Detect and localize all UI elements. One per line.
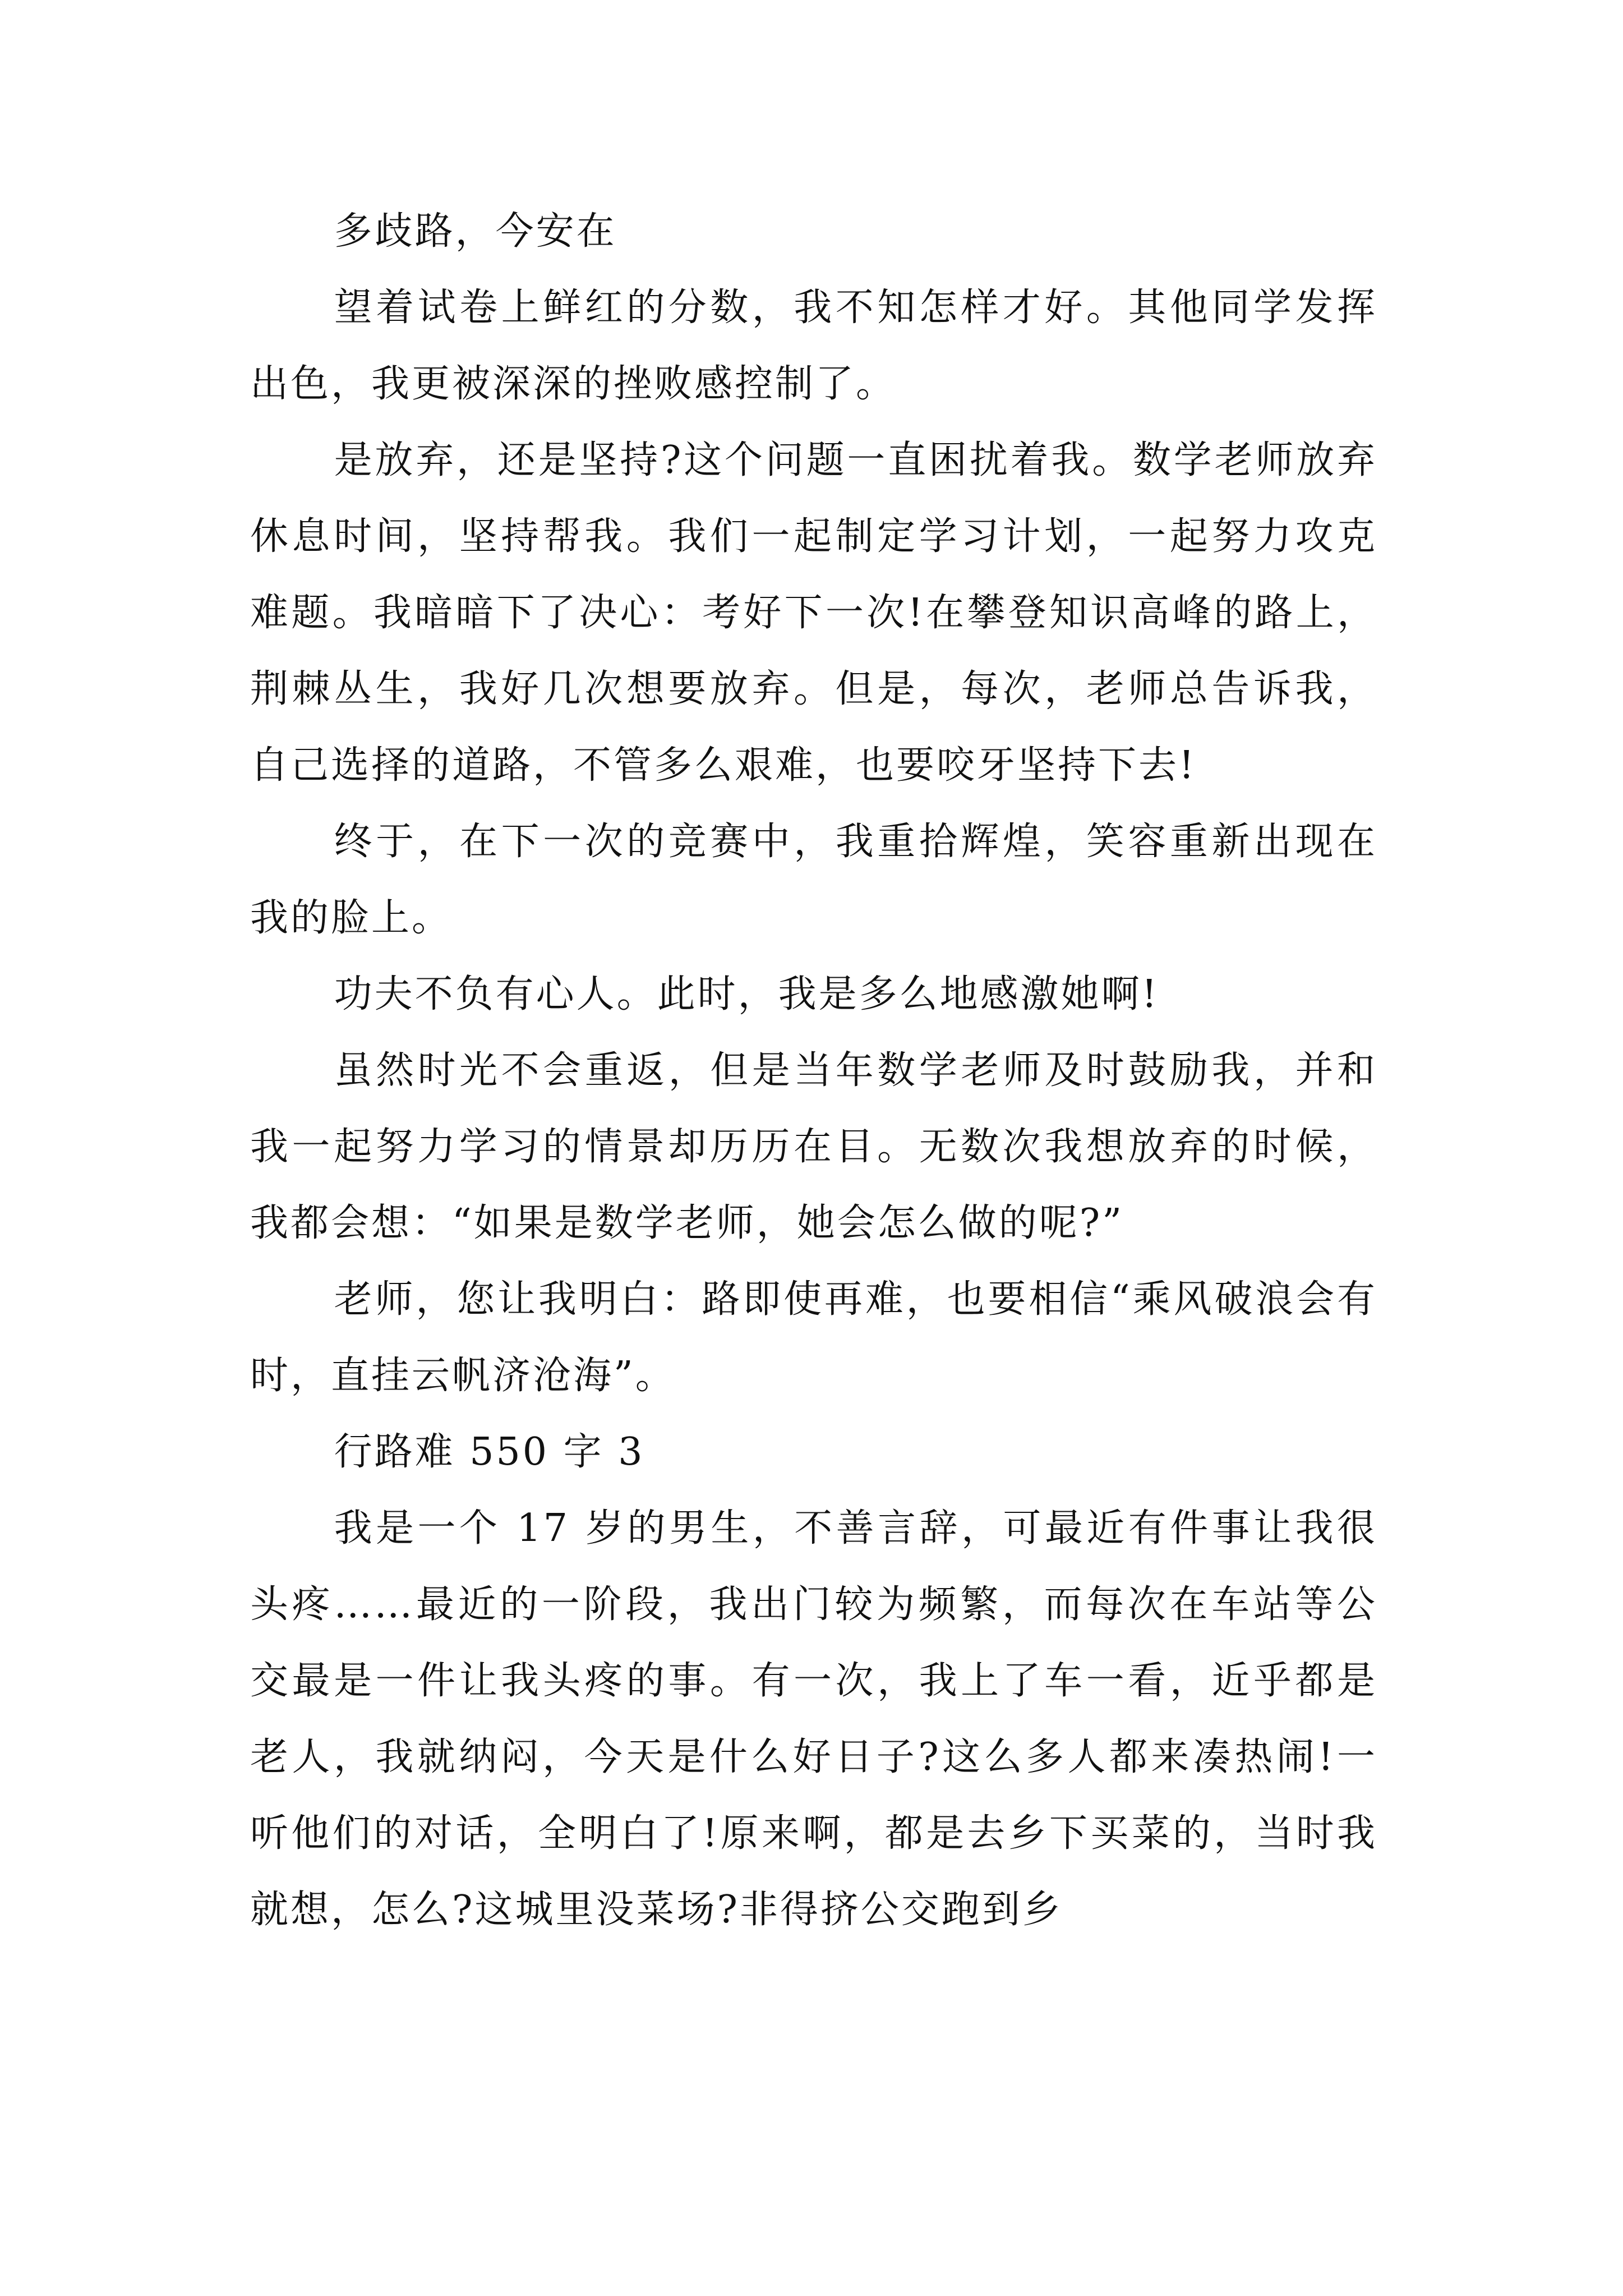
- paragraph: 是放弃，还是坚持?这个问题一直困扰着我。数学老师放弃休息时间，坚持帮我。我们一起制定学习计划，一起努力攻克难题。我暗暗下了决心：考好下一次!在攀登知识高峰的路上，荆棘丛生，我好几次想要放弃。但是，每次，老师总告诉我，自己选择的道路，不管多么艰难，也要咬牙坚持下去!: [250, 438, 1377, 788]
- section-heading: 行路难 550 字 3: [334, 1430, 645, 1474]
- paragraph: 功夫不负有心人。此时，我是多么地感激她啊!: [334, 972, 1159, 1016]
- paragraph: 老师，您让我明白：路即使再难，也要相信“乘风破浪会有时，直挂云帆济沧海”。: [250, 1277, 1377, 1398]
- paragraph: 我是一个 17 岁的男生，不善言辞，可最近有件事让我很头疼……最近的一阶段，我出门较为频繁，而每次在车站等公交最是一件让我头疼的事。有一次，我上了车一看，近乎都是老人，我就纳闷，今天是什么好日子?这么多人都来凑热闹!一听他们的对话，全明白了!原来啊，都是去乡下买菜的，当时我就想，怎么?这城里没菜场?非得挤公交跑到乡: [250, 1506, 1377, 1932]
- paragraph: 终于，在下一次的竞赛中，我重拾辉煌，笑容重新出现在我的脸上。: [250, 820, 1377, 940]
- paragraph: 虽然时光不会重返，但是当年数学老师及时鼓励我，并和我一起努力学习的情景却历历在目。无数次我想放弃的时候，我都会想：“如果是数学老师，她会怎么做的呢?”: [250, 1048, 1377, 1245]
- section-heading: 多歧路，今安在: [334, 209, 617, 254]
- paragraph: 望着试卷上鲜红的分数，我不知怎样才好。其他同学发挥出色，我更被深深的挫败感控制了。: [250, 286, 1377, 406]
- document-page: [250, 194, 1377, 1948]
